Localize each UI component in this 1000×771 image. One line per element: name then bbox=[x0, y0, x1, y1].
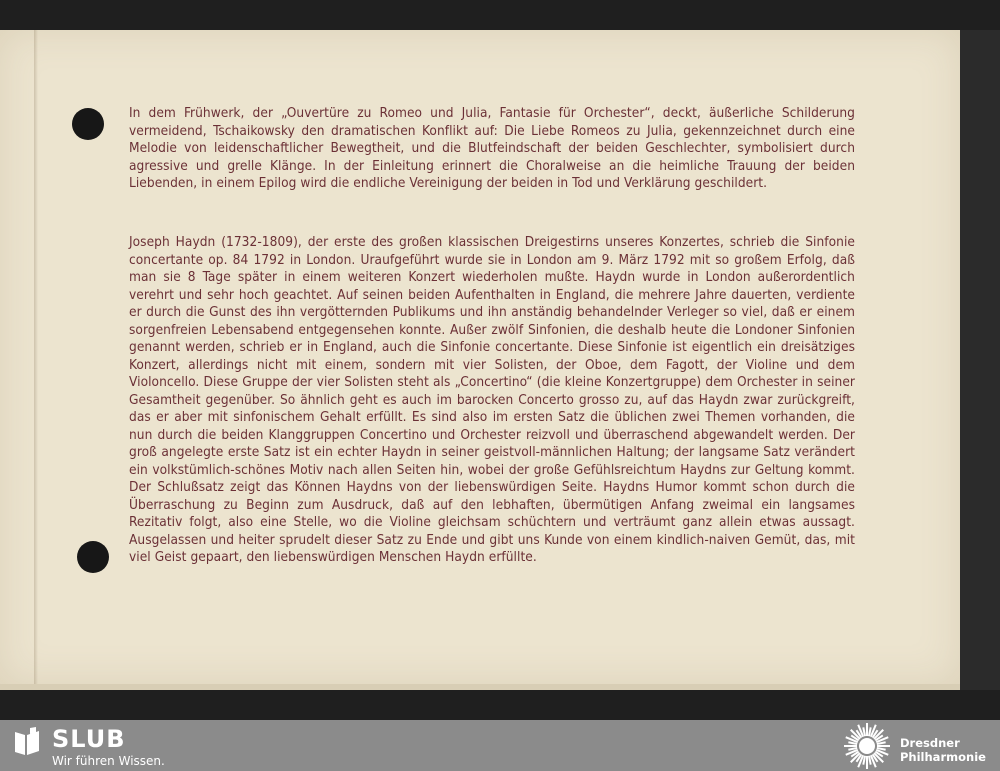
slub-book-icon[interactable] bbox=[12, 727, 42, 757]
scan-right-margin bbox=[960, 30, 1000, 690]
sunburst-ray bbox=[877, 742, 886, 744]
sunburst-ray bbox=[848, 748, 857, 750]
library-tagline: Wir führen Wissen. bbox=[52, 754, 165, 768]
punch-hole-bottom bbox=[77, 541, 109, 573]
punch-hole-top bbox=[72, 108, 104, 140]
sunburst-ray bbox=[869, 727, 871, 736]
partner-name-line1: Dresdner bbox=[900, 736, 960, 750]
sunburst-ray bbox=[848, 742, 857, 744]
partner-name[interactable] bbox=[900, 736, 986, 764]
library-name[interactable]: SLUB bbox=[52, 725, 126, 753]
sunburst-ray bbox=[869, 756, 871, 765]
sunburst-ray bbox=[863, 727, 865, 736]
paragraph-haydn: Joseph Haydn (1732-1809), der erste des großen klassischen Dreigestirns unseres Konzertes, schrieb die Sinfonie concertante op. 84 1792 in London. Uraufgeführt wurde sie in London am 9. März 1792 mit so großem Erfolg, daß man sie 8 Tage später in einem weiteren Konzert wiederholen mußte. Haydn wurde in London außerordentlich verehrt und sehr hoch geachtet. Auf seinen beiden Aufenthalten in England, die mehrere Jahre dauerten, verdiente er durch die Gunst des ihn vergötternden Publikums und ihn anständig behandelnder Verleger so viel, daß er einem sorgenfreien Lebensabend entgegensehen konnte. Außer zwölf Sinfonien, die deshalb heute die Londoner Sinfonien genannt werden, schrieb er in England, auch die Sinfonie concertante. Diese Sinfonie ist eigentlich ein dreisätziges Konzert, allerdings nicht mit einem, sondern mit vier Solisten, der Oboe, dem Fagott, der Violine und dem Violoncello. Diese Gruppe der vier Solisten steht als „Concertino“ (die kleine Konzertgruppe) dem Orchester in seiner Gesamtheit gegenüber. So ähnlich geht es auch im barocken Concerto grosso zu, auf das Haydn zwar zurückgreift, das er aber mit sinfonischem Gehalt erfüllt. Es sind also im ersten Satz die üblichen zwei Themen vorhanden, die nun durch die beiden Klanggruppen Concertino und Orchester reizvoll und überraschend abgewandelt werden. Der groß angelegte erste Satz ist ein echter Haydn in seiner geistvoll-männlichen Haltung; der langsame Satz verändert ein volkstümlich-schönes Motiv nach allen Seiten hin, wobei der große Gefühlsreichtum Haydns zur Geltung kommt. Der Schlußsatz zeigt das Können Haydns von der liebenswürdigen Seite. Haydns Humor kommt schon durch die Überraschung zu Beginn zum Ausdruck, daß auf den lebhaften, übermütigen Anfang zweimal ein langsames Rezitativ folgt, also eine Stelle, wo die Violine gleichsam schüchtern und verträumt ganz allein etwas aussagt. Ausgelassen und heiter sprudelt dieser Satz zu Ende und gibt uns Kunde von einem kindlich-naiven Gemüt, das, mit viel Geist gepaart, den liebenswürdigen Menschen Haydn erfüllte. bbox=[129, 234, 855, 565]
philharmonie-sunburst-icon[interactable] bbox=[842, 721, 892, 771]
page-bottom-edge bbox=[0, 684, 960, 690]
page-fold bbox=[34, 30, 38, 684]
partner-name-line2: Philharmonie bbox=[900, 750, 986, 764]
paragraph-romeo-julia: In dem Frühwerk, der „Ouvertüre zu Romeo und Julia, Fantasie für Orchester“, deckt, äußerliche Schilderung vermeidend, Tschaikowsky den dramatischen Konflikt auf: Die Liebe Romeos zu Julia, gekennzeichnet durch eine Melodie von leidenschaftlicher Bewegtheit, und die Blutfeindschaft der beiden Geschlechter, symbolisiert durch agressive und grelle Klänge. In der Einleitung erinnert die Choralweise an die heimliche Trauung der beiden Liebenden, in einem Epilog wird die endliche Vereinigung der beiden in Tod und Verklärung geschildert. bbox=[129, 105, 855, 191]
sunburst-ray bbox=[877, 748, 886, 750]
sunburst-ray bbox=[863, 756, 865, 765]
